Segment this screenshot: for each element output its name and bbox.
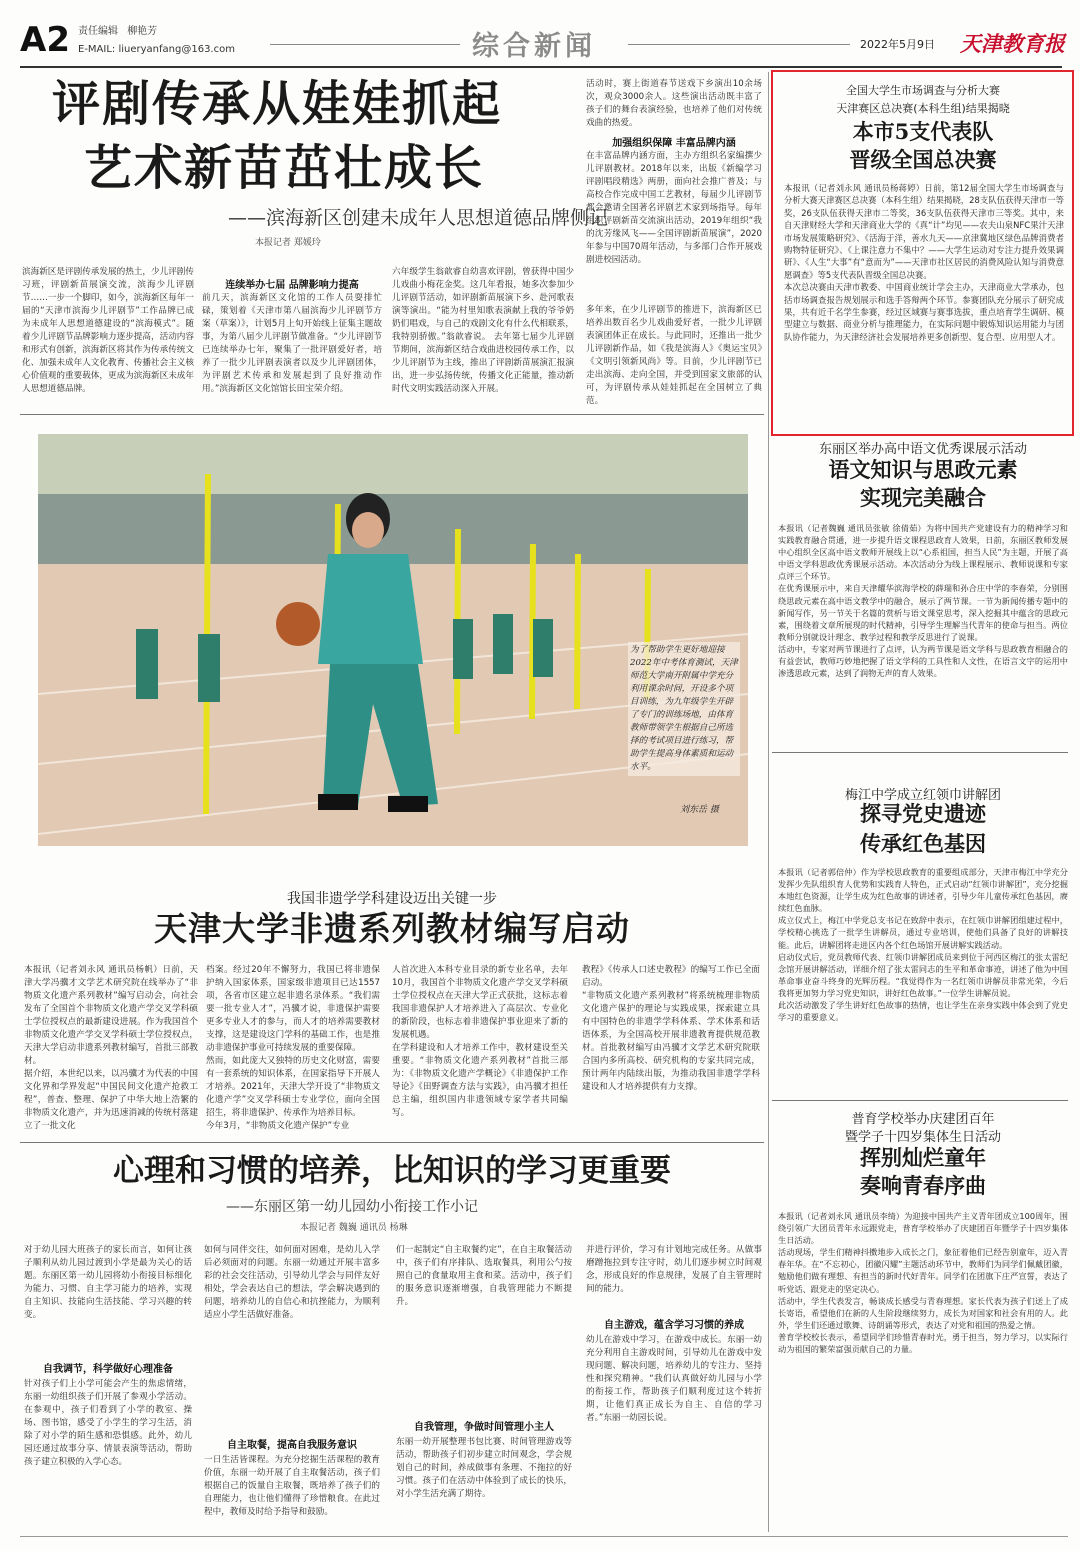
rule-under-guide <box>772 1100 1068 1101</box>
article-opera-col4: 活动时，赛上街道春节送戏下乡演出10余场次，观众3000余人。这些演出活动既丰富了孩子们的舞台表演经验，也培养了他们对传统戏曲的热爱。 <box>586 79 762 128</box>
article-opera-title-1: 评剧传承从娃娃抓起 <box>52 76 503 132</box>
article-contest-kicker-2: 天津赛区总决赛(本科生组)结果揭晓 <box>836 102 1010 115</box>
article-kindergarten-col1: 对于幼儿园大班孩子的家长而言，如何让孩子顺利从幼儿园过渡到小学是最为关心的话题。东丽区第一幼儿园将幼小衔接目标细化为能力、习惯、自主学习能力的培养，实现自主知识、技能向生活技能、学习兴趣的转变。 <box>24 1245 192 1320</box>
editor-label: 责任编辑 <box>78 26 118 37</box>
section-title: 综合新闻 <box>472 31 596 62</box>
masthead-rule-left <box>270 44 460 45</box>
page-code: A2 <box>20 20 70 60</box>
article-chinese-kicker: 东丽区举办高中语文优秀课展示活动 <box>818 442 1027 457</box>
article-heritage-col4: 教程》《传承人口述史教程》的编写工作已全面启动。 “非物质文化遗产系列教材”将系统梳理非物质文化遗产保护的理论与实践成果，探索建立具有中国特色的非遗学学科体系、学术体系和话语体系，为全国高校开展非遗教育提供规范教材。首批教材编写由冯骥才文学艺术研究院联合国内多所高校、研究机构的专家共同完成，预计两年内陆续出版，为推动我国非遗学学科建设和人才培养提供有力支撑。 <box>582 965 760 1092</box>
article-contest-title-1: 本市5支代表队 <box>852 119 994 144</box>
article-heritage-col1: 本报讯（记者刘永风 通讯员杨帆）日前，天津大学冯骥才文学艺术研究院在线举办了“非物质文化遗产系列教材”编写启动会，向社会发布了全国首个非物质文化遗产学交叉学科硕士学位授权点的最新建设进展。作为我国首个非物质文化遗产学交叉学科硕士学位授权点，天津大学启动非遗系列教材编写，首批三部教材。 据介绍，本世纪以来，以冯骥才为代表的中国文化界和学界发起“中国民间文化遗产抢救工程”，普查、整理、保护了中华大地上浩繁的非物质文化遗产，并为迅速消减的传统村落建立了一批文化 <box>24 965 198 1131</box>
page-bottom-rule <box>20 1536 1068 1537</box>
article-kindergarten-col2-head: 自主取餐，提高自我服务意识 <box>227 1440 357 1451</box>
training-photo-illustration <box>38 434 748 846</box>
article-heritage-col3: 人首次进入本科专业目录的新专业名单，去年10月，我国首个非物质文化遗产学交叉学科硕士学位授权点在天津大学正式获批，这标志着我国非遗保护人才培养进入了高层次、专业化的新阶段，也标志着非遗保护事业迎来了新的发展机遇。 在学科建设和人才培养工作中，教材建设至关重要。“非物质文化遗产系列教材”首批三部为：《非物质文化遗产学概论》《非遗保护工作导论》《田野调查方法与实践》，由冯骥才担任总主编，组织国内非遗领域专家学者共同编写。 <box>392 965 568 1118</box>
article-heritage-col2: 档案。经过20年不懈努力，我国已将非遗保护纳入国家体系，国家级非遗项目已达1557项，各省市区建立起非遗名录体系。“我们需要一批专业人才”，冯骥才说，非遗保护需要更多专业人才的参与，而人才的培养需要教材支撑，这是建设这门学科的基础工作，也是推动非遗保护事业可持续发展的重要保障。 然而，如此庞大又独特的历史文化财富，需要有一套系统的知识体系，在国家指导下开展人才培养。2021年，天津大学开设了“非物质文化遗产学”交叉学科硕士专业学位，面向全国招生，将非遗保护、传承作为培养目标。 今年3月，“非物质文化遗产保护”专业 <box>206 965 380 1131</box>
article-kindergarten-col4-head: 自主游戏，蕴含学习习惯的养成 <box>604 1320 744 1331</box>
article-kindergarten-col2b: 一日生活皆课程。为充分挖掘生活课程的教育价值，东丽一幼开展了自主取餐活动，孩子们根据自己的饭量自主取餐，既培养了孩子们的自理能力，也让他们懂得了珍惜粮食。在此过程中，教师及时给予指导和鼓励。 <box>204 1455 380 1517</box>
article-kindergarten-byline: 本报记者 魏巍 通讯员 杨琳 <box>300 1223 408 1233</box>
article-contest-title-2: 晋级全国总决赛 <box>849 147 997 172</box>
article-heritage-title: 天津大学非遗系列教材编写启动 <box>154 909 630 948</box>
article-kindergarten-col3-head: 自我管理，争做时间管理小主人 <box>414 1422 554 1433</box>
article-youth-kicker-2: 暨学子十四岁集体生日活动 <box>844 1130 1001 1145</box>
rule-under-heritage <box>20 1142 764 1143</box>
photo-credit: 刘东岳 摄 <box>680 805 719 815</box>
article-opera-col2: 前几天，滨海新区文化馆的工作人员耍排忙碌，策划着《天津市第八届滨海少儿评剧节方案（草案）》，计划5月上旬开始线上征集主题故事，为第八届少儿评剧节做准备。“少儿评剧节已连续举办七年，聚集了一批评剧爱好者，培养了一批少儿评剧表演者以及少儿评剧团体，为评剧艺术传承和发展起到了良好推动作用。”滨海新区文化馆馆长田宝荣介绍。 <box>202 293 382 394</box>
rule-right-column <box>768 72 769 1532</box>
article-opera-col4b: 在丰富品牌内涵方面，主办方组织名家编撰少儿评剧教材。2018年以来，出版《新编学习评剧唱段精选》两册，面向社会推广普及；与高校合作完成中国工艺教材，每届少儿评剧节都会邀请全国著名评剧艺术家到场指导。每年组织评剧新苗交流演出活动，2019年组织“我的沈芳缘风飞——全国评剧新苗展演”，2020年参与中国70周年活动，与多部门合作开展戏剧进校园活动。 <box>586 151 762 265</box>
article-kindergarten-col3b: 东丽一幼开展整理书包比赛、时间管理游戏等活动，帮助孩子们初步建立时间观念，学会规划自己的时间，养成做事有条理、不拖拉的好习惯。孩子们在活动中体验到了成长的快乐，对小学生活充满了期待。 <box>396 1437 572 1499</box>
article-youth-title-1: 挥别灿烂童年 <box>860 1145 986 1170</box>
article-opera-byline: 本报记者 郑媛玲 <box>255 238 321 248</box>
rule-under-opera <box>20 414 764 415</box>
masthead-rule-right <box>628 44 850 45</box>
editor-email: E-MAIL: liueryanfang@163.com <box>78 44 235 55</box>
article-guide-title-2: 传承红色基因 <box>860 831 986 856</box>
article-youth-body: 本报讯（记者刘永风 通讯员李绮）为迎接中国共产主义青年团成立100周年，围绕引领广大团员青年永远跟党走，普育学校举办了庆建团百年暨学子十四岁集体生日活动。 活动现场，学生们精神抖擞地步入成长之门，象征着他们已经告别童年，迈入青春年华。在“不忘初心，团徽闪耀”主题活动环节中，教师们为同学们佩戴团徽，勉励他们做有理想、有担当的新时代好青年。同学们在团旗下庄严宣誓，表达了听党话、跟党走的坚定决心。 活动中，学生代表发言，畅谈成长感受与青春理想。家长代表为孩子们送上了成长寄语，希望他们在新的人生阶段继续努力，成长为对国家和社会有用的人。此外，学生们还通过歌舞、诗朗诵等形式，表达了对党和祖国的热爱之情。 普育学校校长表示，希望同学们珍惜青春时光，勇于担当，努力学习，以实际行动为祖国的繁荣富强贡献自己的力量。 <box>778 1211 1068 1355</box>
article-youth-title-2: 奏响青春序曲 <box>860 1173 986 1198</box>
article-chinese-body: 本报讯（记者魏巍 通讯员张敏 徐倩茹）为将中国共产党建设有力的精神学习和实践教育融合贯通，进一步提升语文课程思政育人效果，日前，东丽区教师发展中心组织全区高中语文教师开展线上以“心系祖国，担当人民”为主题，开展了高中语文学科思政优秀课展示活动。本次活动分为线上课程展示、教师说课和专家点评三个环节。 在优秀课展示中，来自天津耀华滨海学校的薛瑞和孙合庄中学的李春荣，分别围绕思政元素在高中语文教学中的融合，展示了两节课。一节为新闻传播专题中的新闻写作，另一节关于名篇的赏析与语文课堂思考，深入挖掘其中蕴含的思政元素，围绕着文章所展现的时代精神，引导学生理解当代青年的使命与担当。两位教师分别就设计理念、教学过程和教学反思进行了说课。 活动中，专家对两节课进行了点评，认为两节课是语文学科与思政教育相融合的有益尝试，教师巧妙地把握了语文学科的工具性和人文性，在语言文字的运用中渗透思政元素，达到了润物无声的育人效果。 <box>778 523 1068 679</box>
article-chinese-title-1: 语文知识与思政元素 <box>828 457 1018 482</box>
article-opera-col3: 六年级学生翁歆睿自幼喜欢评剧，曾获得中国少儿戏曲小梅花金奖。这几年看报，她多次参加少儿评剧节活动，如评剧新苗展演下乡、赴河歌表演等演出。“能为村里知歌表演献上我的爷爷奶奶们唱戏，与自己的戏剧文化有什么代相联系，我特别骄傲。”翁歆睿说。 去年第七届少儿评剧节期间，滨海新区结合戏曲进校园传承工作，以少儿评剧节为主线，推出了评剧新苗展演汇报演出，进一步弘扬传统，传播文化正能量，推动新时代文明实践活动深入开展。 <box>392 267 574 394</box>
article-opera-col2-head: 连续举办七届 品牌影响力提高 <box>225 280 359 291</box>
rule-under-chinese <box>772 752 1068 753</box>
article-guide-kicker: 梅江中学成立红领巾讲解团 <box>844 788 1001 803</box>
article-kindergarten-title: 心理和习惯的培养，比知识的学习更重要 <box>113 1153 671 1189</box>
article-opera-col4-head: 加强组织保障 丰富品牌内涵 <box>612 138 736 149</box>
article-chinese-title-2: 实现完美融合 <box>860 485 986 510</box>
article-kindergarten-col2: 如何与同伴交往，如何面对困难，是幼儿入学后必须面对的问题。东丽一幼通过开展丰富多彩的社会交往活动，引导幼儿学会与同伴友好相处，学会表达自己的想法，学会解决遇到的问题，培养幼儿的自信心和抗挫能力，为顺利适应小学生活做好准备。 <box>204 1245 380 1320</box>
article-opera-subtitle: ——滨海新区创建未成年人思想道德品牌侧记 <box>228 207 609 229</box>
article-guide-title-1: 探寻党史遗迹 <box>860 801 986 826</box>
article-heritage-kicker: 我国非遗学学科建设迈出关键一步 <box>287 891 497 907</box>
editor-name: 柳艳芳 <box>127 26 158 37</box>
paper-name-logo: 天津教育报 <box>960 31 1065 56</box>
article-contest-body: 本报讯（记者刘永风 通讯员杨蒋婷）日前，第12届全国大学生市场调查与分析大赛天津赛区总决赛（本科生组）结果揭晓，28支队伍获得天津市一等奖，26支队伍获得天津市二等奖，36支队伍获得天津市三等奖。其中，来自天津财经大学和天津商业大学的《真“计”均见——农夫山泉NFC果汁天津市场发展策略研究》、《活海于洋，善水九天——京津冀地区绿色品牌消费者购物特征研究》、《上课注意力不集中？——大学生运动对专注力提升效果调研》、《人生“大事”有“意而为”——天津市社区居民的消费风险认知与消费意愿调查》等5支代表队晋级全国总决赛。 本次总决赛由天津市教委、中国商业统计学会主办，天津商业大学承办，包括市场调查报告规划展示和选手答辩两个环节。参赛团队充分展示了研究成果，共有近千名学生参赛，经过区域赛与赛事选拔，重点培育学生调研、模型建立与数据、商业分析与推理能力，在实际问题中锻炼知识运用能力与团队协作能力，为天津经济社会发展培养更多创新型、复合型、应用型人才。 <box>784 183 1064 342</box>
article-contest-kicker-1: 全国大学生市场调查与分析大赛 <box>846 84 1000 97</box>
issue-date: 2022年5月9日 <box>860 38 935 51</box>
article-guide-body: 本报讯（记者郭倍仲）作为学校思政教育的重要组成部分，天津市梅江中学充分发挥少先队组织育人优势和实践育人特色，正式启动“红领巾讲解团”，充分挖掘本地红色资源，让学生成为红色故事的讲述者，引导少年儿童传承红色基因，赓续红色血脉。 成立仪式上，梅江中学党总支书记在致辞中表示，在红领巾讲解团组建过程中，学校精心挑选了一批学生讲解员，通过专业培训，使他们具备了良好的讲解技能。此后，讲解团将走进区内各个红色场馆开展讲解实践活动。 启动仪式后，党员教师代表、红领巾讲解团成员来到位于河西区梅江的张太雷纪念馆开展讲解活动，详细介绍了张太雷同志的生平和革命事迹，讲述了他为中国革命事业奋斗终身的光辉历程。“我觉得作为一名红领巾讲解员非常光荣，今后我将更加努力学习党史知识，讲好红色故事。”一位学生讲解员说。 此次活动激发了学生讲好红色故事的热情，也让学生在亲身实践中体会到了党史学习的重要意义。 <box>778 867 1068 1023</box>
editor-line <box>78 22 157 37</box>
article-opera-col1: 滨海新区是评剧传承发展的热土，少儿评剧传习班，评剧新苗展演交流，滨海少儿评剧节……一步一个脚印，如今，滨海新区每年一届的“天津市滨海少儿评剧节”工作品牌已成为未成年人思想道德建设的“滨海模式”。随着少儿评剧节品牌影响力逐步提高，活动内容和形式有创新，滨海新区将其作为传承传统文化、加强未成年人文化教育、传播社会主义核心价值观的重要载体，更成为滨海新区未成年人思想道德品牌。 <box>22 267 194 394</box>
article-opera-title-2: 艺术新苗茁壮成长 <box>84 140 485 196</box>
article-kindergarten-col3: 们一起制定“自主取餐约定”，在自主取餐活动中，孩子们有序排队、选取餐具，利用公勺按照自己的食量取用主食和菜。活动中，孩子们的服务意识逐渐增强，自我管理能力不断提升。 <box>396 1245 572 1307</box>
article-kindergarten-subtitle: ——东丽区第一幼儿园幼小衔接工作小记 <box>226 1199 478 1215</box>
photo-caption: 为了帮助学生更好地迎接2022年中考体育测试，天津师范大学南开附属中学充分利用课余时间，开设多个项目训练，为九年级学生开辟了专门的训练场地，由体育教师带领学生根据自己所选择的考试项目进行练习，帮助学生提高身体素质和运动水平。 <box>628 642 740 776</box>
article-opera-col4c: 多年来，在少儿评剧节的推进下，滨海新区已培养出数百名少儿戏曲爱好者，一批少儿评剧表演团体正在成长。与此同时，还推出一批少儿评剧新作品，如《我是滨海人》《奥运宝贝》《文明引领新风尚》等。目前，少儿评剧节已走出滨海、走向全国，并受到国家文旅部的认可，为评剧传承从娃娃抓起在全国树立了典范。 <box>586 305 762 406</box>
article-youth-kicker-1: 普育学校举办庆建团百年 <box>851 1112 995 1127</box>
article-kindergarten-col4: 并进行评价，学习有计划地完成任务。从做事磨蹭拖拉到专注守时，幼儿们逐步树立时间观念，形成良好的作息规律，发展了自主管理时间的能力。 <box>586 1245 762 1294</box>
training-photo <box>38 434 748 846</box>
article-kindergarten-col1-head: 自我调节，科学做好心理准备 <box>43 1364 173 1375</box>
article-kindergarten-col4b: 幼儿在游戏中学习，在游戏中成长。东丽一幼充分利用自主游戏时间，引导幼儿在游戏中发现问题、解决问题，培养幼儿的专注力、坚持性和探究精神。“我们认真做好幼儿园与小学的衔接工作，帮助孩子们顺利度过这个转折期，让他们真正成长为自主、自信的学习者。”东丽一幼园长说。 <box>586 1335 762 1423</box>
article-kindergarten-col1b: 针对孩子们上小学可能会产生的焦虑情绪，东丽一幼组织孩子们开展了参观小学活动。在参观中，孩子们看到了小学的教室、操场、图书馆，感受了小学生的学习生活，消除了对小学的陌生感和恐惧感。此外，幼儿园还通过故事分享、情景表演等活动，帮助孩子建立积极的入学心态。 <box>24 1379 192 1467</box>
masthead-bottom-rule <box>20 66 1062 68</box>
